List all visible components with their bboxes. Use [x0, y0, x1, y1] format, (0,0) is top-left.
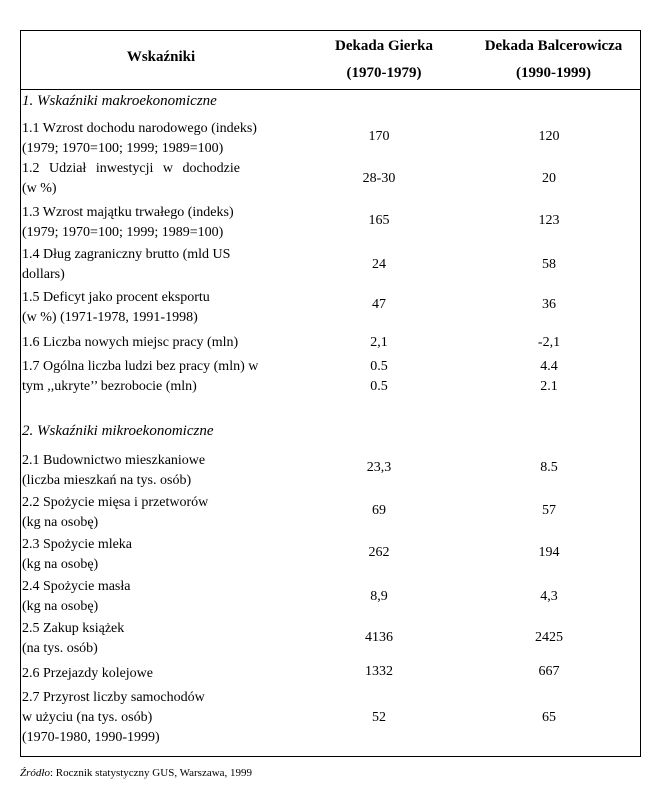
header-balcerowicz	[466, 33, 641, 87]
value-gierek: 52	[372, 710, 386, 725]
value-gierek: 47	[372, 297, 386, 312]
value-balcerowicz-hidden: 2.1	[540, 379, 558, 394]
value-gierek: 69	[372, 503, 386, 518]
value-gierek: 165	[368, 213, 390, 228]
source-note	[20, 767, 252, 779]
statistics-table: Wskaźniki Dekada Gierka (1970-1979) Dekada Balcerowicza (1990-1999) 1. Wskaźniki makroekonomiczne 1.1 Wzrost dochodu narodowego (indeks) (1979; 1970=100; 1999; 1989=100) 170 120 1.2 Udział inwestycji w dochodzie (w %) 28-30 20 1.3 Wzrost majątku trwałego (indeks) (1979; 1970=100; 1999; 1989=100) 165 123 1.4 Dług zagraniczny brutto (mld US dollars) 24 58 1.5 Deficyt jako procent eksportu (w %) (1971-1978, 1991-1998) 47 36 1.6 Liczba nowych miejsc pracy (mln) 2,1 -2,1 1.7 Ogólna liczba ludzi bez pracy (mln) w tym ,,ukryte’’ bezrobocie (mln) 0.5 4.4 0.5 2.1 2. Wskaźniki mikroekonomiczne 2.1 Budownictwo mieszkaniowe (liczba mieszkań na tys. osób) 23,3 8.5 2.2 Spożycie mięsa i przetworów (kg na osobę) 69 57 2.3 Spożycie mleka (kg na osobę) 262 194 2.4 Spożycie masła (kg na osobę) 8,9 4,3 2.5 Zakup książek (na tys. osób) 4136 2425 2.6 Przejazdy kolejowe 1332 667 2.7 Przyrost liczby samochodów w użyciu (na tys. osób) (1970-1980, 1990-1999) 52 65	[20, 30, 641, 757]
value-gierek: 24	[372, 257, 386, 272]
value-gierek: 2,1	[370, 335, 388, 350]
header-balcerowicz-years: (1990-1999)	[516, 65, 591, 81]
header-gierek	[309, 33, 459, 87]
value-balcerowicz: 65	[542, 710, 556, 725]
value-gierek: 28-30	[362, 171, 396, 186]
header-gierek-years: (1970-1979)	[346, 65, 422, 81]
value-gierek: 23,3	[366, 460, 392, 475]
source-label: Źródło	[20, 767, 50, 779]
table-header	[21, 31, 640, 90]
header-gierek-title: Dekada Gierka	[335, 38, 433, 54]
header-balcerowicz-title: Dekada Balcerowicza	[484, 38, 623, 54]
value-balcerowicz: -2,1	[537, 335, 561, 350]
source-text: : Rocznik statystyczny GUS, Warszawa, 1999	[49, 767, 253, 779]
value-balcerowicz: 36	[542, 297, 556, 312]
value-balcerowicz: 4,3	[540, 589, 558, 604]
value-balcerowicz: 20	[542, 171, 556, 186]
value-gierek: 0.5	[370, 359, 388, 374]
value-balcerowicz: 2425	[535, 630, 563, 645]
value-balcerowicz: 667	[538, 664, 560, 679]
value-gierek-hidden: 0.5	[370, 379, 388, 394]
value-gierek: 4136	[365, 630, 393, 645]
value-gierek: 170	[368, 129, 390, 144]
value-balcerowicz: 194	[538, 545, 560, 560]
value-balcerowicz: 57	[542, 503, 556, 518]
header-indicators: Wskaźniki	[126, 49, 196, 65]
value-balcerowicz: 8.5	[540, 460, 558, 475]
value-gierek: 262	[368, 545, 390, 560]
value-balcerowicz: 123	[538, 213, 560, 228]
value-gierek: 8,9	[370, 589, 388, 604]
value-balcerowicz: 58	[542, 257, 556, 272]
value-balcerowicz: 4.4	[540, 359, 558, 374]
value-balcerowicz: 120	[538, 129, 560, 144]
value-gierek: 1332	[365, 664, 393, 679]
